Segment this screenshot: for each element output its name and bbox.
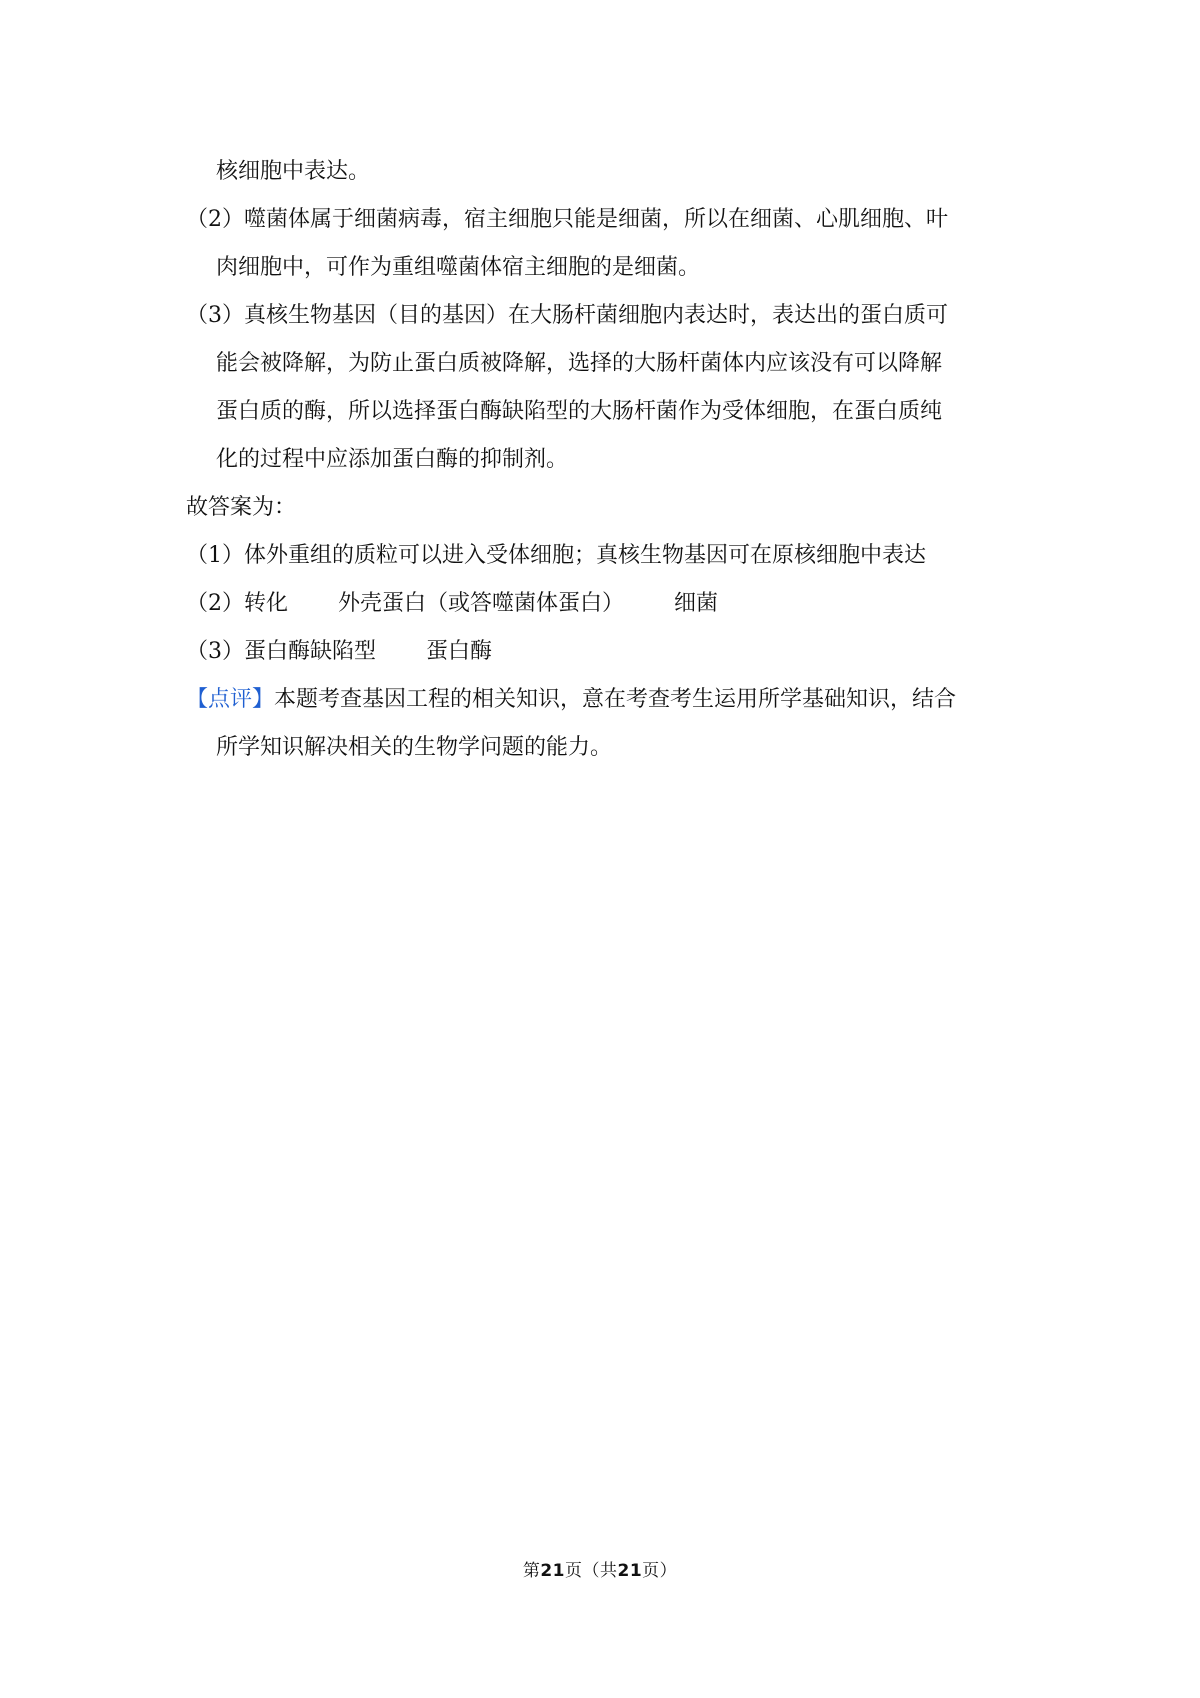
answer-line-3 — [186, 628, 1026, 676]
footer-suffix: 页） — [642, 1561, 678, 1581]
review-label: 【点评】 — [186, 687, 275, 712]
review-line-2: 所学知识解决相关的生物学问题的能力。 — [216, 735, 613, 760]
review-line-1 — [186, 676, 1026, 724]
paragraph-line: 能会被降解，为防止蛋白质被降解，选择的大肠杆菌体内应该没有可以降解 — [216, 351, 943, 376]
footer-page-number: 21 — [540, 1561, 565, 1581]
answer-line-2 — [186, 580, 1026, 628]
footer-prefix: 第 — [522, 1561, 541, 1581]
footer-middle: 页（共 — [565, 1561, 618, 1581]
paragraph-line: 核细胞中表达。 — [216, 159, 371, 184]
answer-heading: 故答案为： — [186, 495, 297, 520]
paragraph-line: 化的过程中应添加蛋白酶的抑制剂。 — [216, 447, 569, 472]
footer-total-pages: 21 — [617, 1561, 643, 1581]
answer-3-end: 蛋白酶 — [426, 639, 493, 664]
paragraph-line: （2）噬菌体属于细菌病毒，宿主细胞只能是细菌，所以在细菌、心肌细胞、叶 — [186, 207, 948, 232]
answer-2-number: （2）转化 — [186, 591, 288, 616]
page-footer — [0, 1556, 1200, 1581]
answer-2-middle: 外壳蛋白（或答噬菌体蛋白） — [338, 591, 625, 616]
paragraph-line: （3）真核生物基因（目的基因）在大肠杆菌细胞内表达时，表达出的蛋白质可 — [186, 303, 948, 328]
paragraph-line: 肉细胞中，可作为重组噬菌体宿主细胞的是细菌。 — [216, 255, 701, 280]
answer-3-number: （3）蛋白酶缺陷型 — [186, 639, 376, 664]
review-text: 本题考查基因工程的相关知识，意在考查考生运用所学基础知识，结合 — [274, 687, 957, 712]
paragraph-line: 蛋白质的酶，所以选择蛋白酶缺陷型的大肠杆菌作为受体细胞，在蛋白质纯 — [216, 399, 943, 424]
document-body — [186, 148, 1026, 772]
answer-line-1: （1）体外重组的质粒可以进入受体细胞；真核生物基因可在原核细胞中表达 — [186, 543, 926, 568]
answer-2-end: 细菌 — [674, 591, 719, 616]
